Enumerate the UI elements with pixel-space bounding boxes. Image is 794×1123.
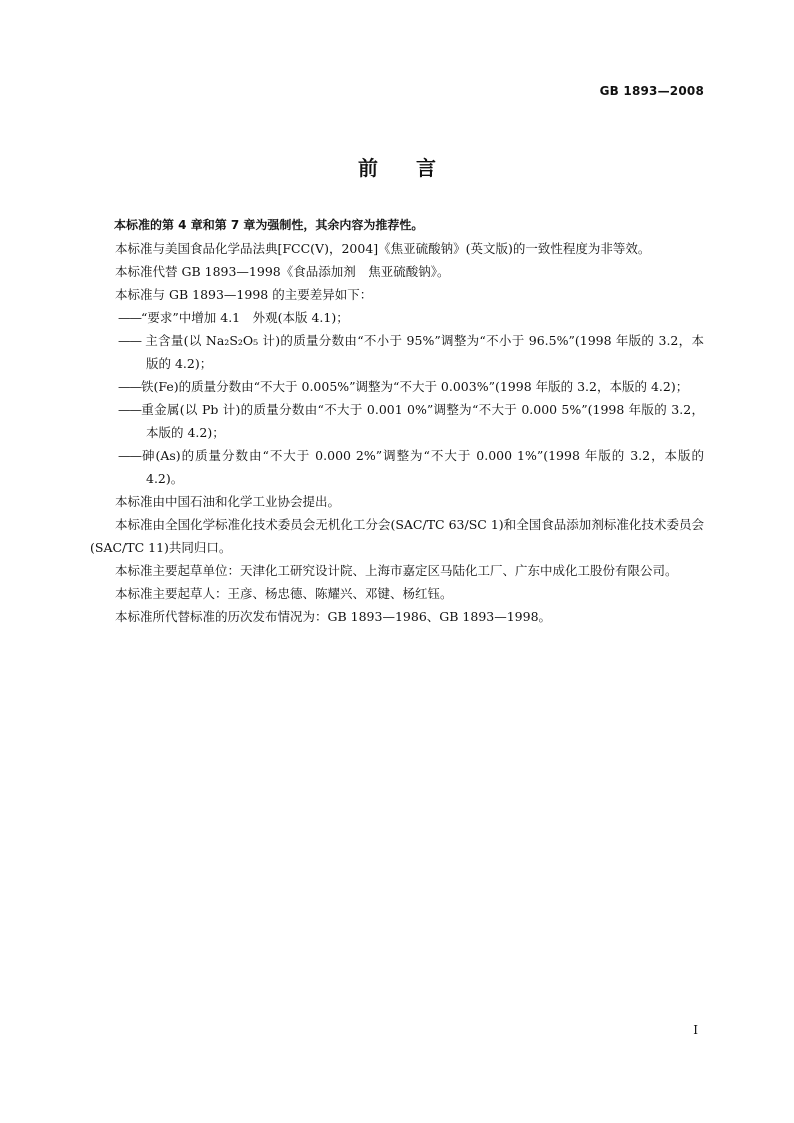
difference-item [90,444,704,490]
paragraph-drafters: 本标准主要起草人：王彦、杨忠德、陈耀兴、邓键、杨红钰。 [115,586,453,601]
dash-mark: —— [118,310,141,325]
difference-item [90,306,704,329]
paragraph-differences-intro: 本标准与 GB 1893—1998 的主要差异如下： [115,287,373,302]
paragraph-replaces: 本标准代替 GB 1893—1998《食品添加剂 焦亚硫酸钠》。 [115,264,450,279]
difference-text: 重金属(以 Pb 计)的质量分数由“不大于 0.001 0%”调整为“不大于 0.000 5%”(1998 年版的 3.2，本版的 4.2)； [141,402,704,440]
dash-mark: —— [118,448,141,463]
paragraph-drafting-units: 本标准主要起草单位：天津化工研究设计院、上海市嘉定区马陆化工厂、广东中成化工股份有限公司。 [115,563,678,578]
page-number: I [693,1023,698,1037]
difference-text: “要求”中增加 4.1 外观(本版 4.1)； [141,310,349,325]
paragraph-consistency: 本标准与美国食品化学品法典[FCC(V)，2004]《焦亚硫酸钠》(英文版)的一致性程度为非等效。 [115,241,651,256]
paragraph-centralized: 本标准由全国化学标准化技术委员会无机化工分会(SAC/TC 63/SC 1)和全国食品添加剂标准化技术委员会(SAC/TC 11)共同归口。 [90,517,704,555]
difference-text: 砷(As)的质量分数由“不大于 0.000 2%”调整为“不大于 0.000 1%”(1998 年版的 3.2，本版的 4.2)。 [141,448,704,486]
difference-item [90,329,704,375]
paragraph-proposer: 本标准由中国石油和化学工业协会提出。 [115,494,341,509]
page-title: 前言 [358,156,474,180]
dash-mark: —— [118,379,141,394]
paragraph-mandatory-clause: 本标准的第 4 章和第 7 章为强制性，其余内容为推荐性。 [114,218,424,232]
standard-code: GB 1893—2008 [599,84,704,98]
paragraph-history: 本标准所代替标准的历次发布情况为：GB 1893—1986、GB 1893—1998。 [115,609,552,624]
difference-item [90,375,704,398]
preface-body [90,214,704,628]
dash-mark: —— [118,333,141,348]
difference-item [90,398,704,444]
difference-text: 铁(Fe)的质量分数由“不大于 0.005%”调整为“不大于 0.003%”(1998 年版的 3.2，本版的 4.2)； [141,379,689,394]
dash-mark: —— [118,402,141,417]
difference-text: 主含量(以 Na₂S₂O₅ 计)的质量分数由“不小于 95%”调整为“不小于 96.5%”(1998 年版的 3.2，本版的 4.2)； [141,333,704,371]
